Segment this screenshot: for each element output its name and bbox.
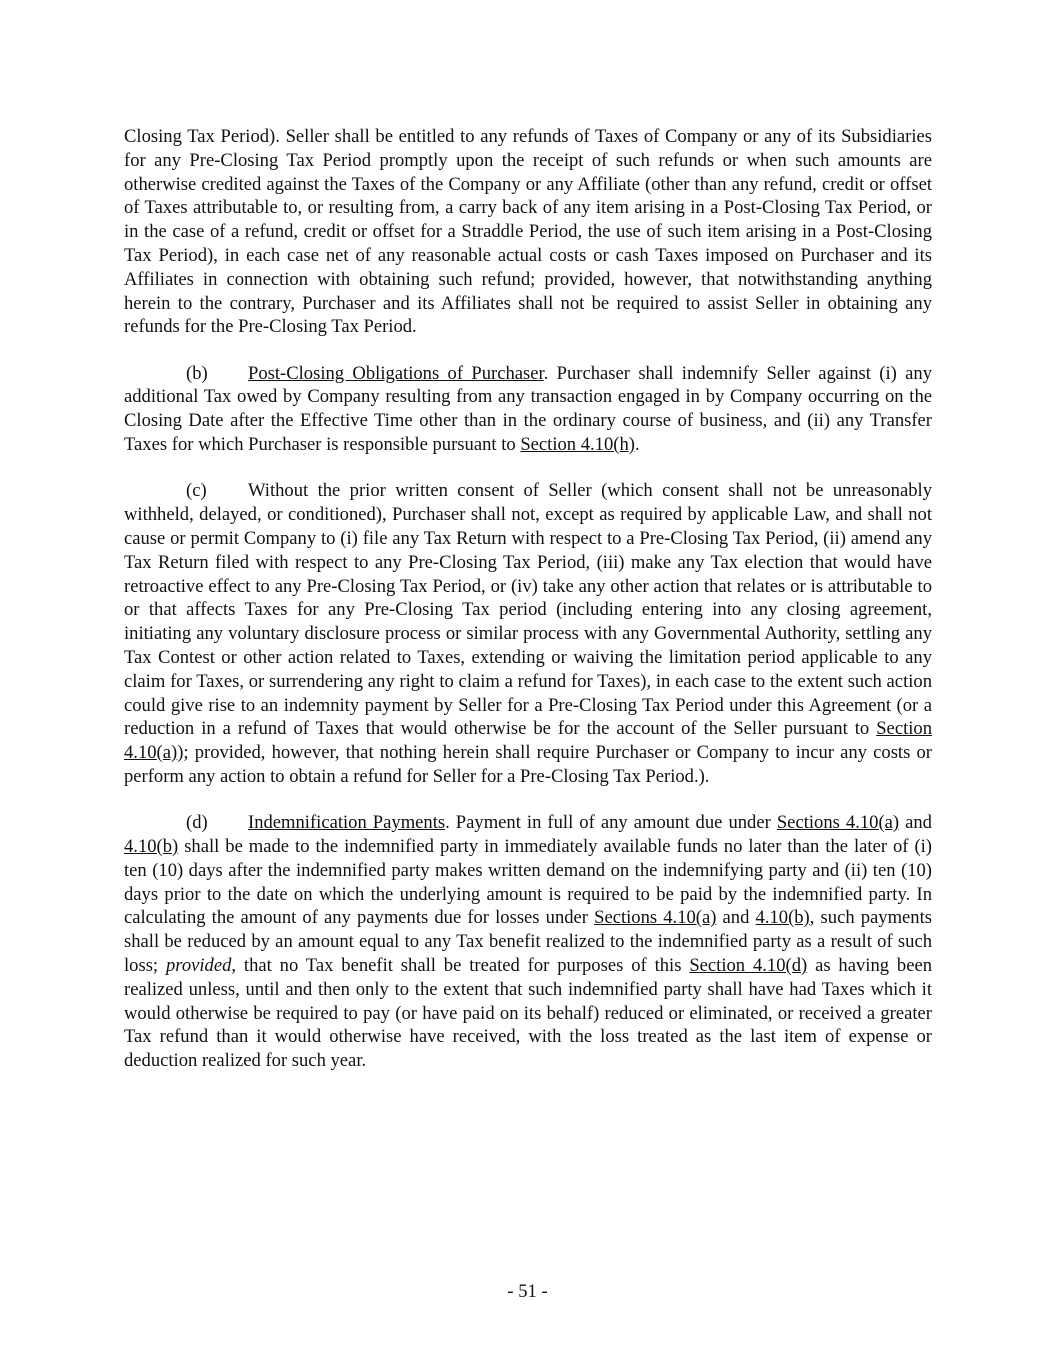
paragraph-text: Without the prior written consent of Seller (which consent shall not be unreasonably withheld, delayed, or conditioned), Purchaser shall not, except as required by applicable Law, and shall not cause or permit Company to (i) file any Tax Return with respect to a Pre-Closing Tax Period, (ii) amend any Tax Return filed with respect to any Pre-Closing Tax Period, (iii) make any Tax election that would have retroactive effect to any Pre-Closing Tax Period, or (iv) take any other action that relates or is attributable to or that affects Taxes for any Pre-Closing Tax period (including entering into any closing agreement, initiating any voluntary disclosure process or similar process with any Governmental Authority, settling any Tax Contest or other action related to Taxes, extending or waiving the limitation period applicable to any claim for Taxes, or surrendering any right to claim a refund for Taxes), in each case to the extent such action could give rise to an indemnity payment by Seller for a Pre-Closing Tax Period under this Agreement (or a reduction in a refund of Taxes that would otherwise be for the account of the Seller pursuant to	[124, 480, 932, 740]
paragraph-text: as having been realized unless, until and then only to the extent that such indemnified party shall have had Taxes which it would otherwise be required to pay (or have paid on its behalf) reduced or eliminated, or received a greater Tax refund than it would otherwise have received, with the loss treated as the last item of expense or deduction realized for such year.	[124, 955, 933, 1072]
paragraph-d	[124, 811, 932, 1073]
paragraph-b	[124, 362, 932, 457]
section-heading: Indemnification Payments	[248, 812, 446, 834]
paragraph-text: Closing Tax Period). Seller shall be entitled to any refunds of Taxes of Company or any of its Subsidiaries for any Pre-Closing Tax Period promptly upon the receipt of such refunds or when such amounts are otherwise credited against the Taxes of the Company or any Affiliate (other than any refund, credit or offset of Taxes attributable to, or resulting from, a carry back of any item arising in a Post-Closing Tax Period, or in the case of a refund, credit or offset for a Straddle Period, the use of such item arising in a Post-Closing Tax Period), in each case net of any reasonable actual costs or cash Taxes imposed on Purchaser and its Affiliates in connection with obtaining such refund; provided, however, that notwithstanding anything herein to the contrary, Purchaser and its Affiliates shall not be required to assist Seller in obtaining any refunds for the Pre-Closing Tax Period.	[124, 126, 932, 338]
paragraph-text: and	[899, 812, 932, 834]
paragraph-continuation	[124, 125, 932, 339]
italic-term: provided	[165, 955, 232, 976]
page-number: - 51 -	[507, 1281, 548, 1302]
section-reference: Section 4.10(h)	[520, 434, 635, 456]
paragraph-text: . Purchaser shall indemnify Seller against (i) any additional Tax owed by Company resulting from any transaction engaged in by Company occurring on the Closing Date after the Effective Time other than in the ordinary course of business, and (ii) any Transfer Taxes for which Purchaser is responsible pursuant to	[124, 362, 932, 456]
section-reference: Sections 4.10(a)	[594, 907, 717, 929]
paragraph-text: .	[634, 434, 640, 456]
document-body	[124, 125, 932, 1095]
paragraph-label: (c)	[186, 480, 207, 502]
paragraph-text: . Payment in full of any amount due under	[445, 812, 777, 834]
paragraph-label: (b)	[186, 362, 208, 384]
paragraph-text: , such payments shall be reduced by an amount equal to any Tax benefit realized to the indemnified party as a result of such loss;	[124, 907, 932, 976]
paragraph-text: and	[716, 907, 756, 929]
paragraph-text: ); provided, however, that nothing herein shall require Purchaser or Company to incur any costs or perform any action to obtain a refund for Seller for a Pre-Closing Tax Period.).	[124, 742, 932, 787]
section-reference: 4.10(b)	[755, 907, 810, 929]
paragraph-text: , that no Tax benefit shall be treated for purposes of this	[231, 955, 690, 976]
paragraph-label: (d)	[186, 812, 208, 834]
paragraph-text: shall be made to the indemnified party in immediately available funds no later than the later of (i) ten (10) days after the indemnified party makes written demand on the indemnifying party and (ii) ten (10) days prior to the date on which the underlying amount is required to be paid by the indemnified party. In calculating the amount of any payments due for losses under	[124, 836, 932, 929]
section-reference: 4.10(b)	[124, 836, 179, 858]
paragraph-c	[124, 479, 932, 788]
section-reference: Section 4.10(d)	[689, 955, 808, 976]
section-heading: Post-Closing Obligations of Purchaser	[248, 362, 544, 384]
section-reference: Section 4.10(a)	[124, 718, 932, 764]
section-reference: Sections 4.10(a)	[776, 812, 900, 834]
